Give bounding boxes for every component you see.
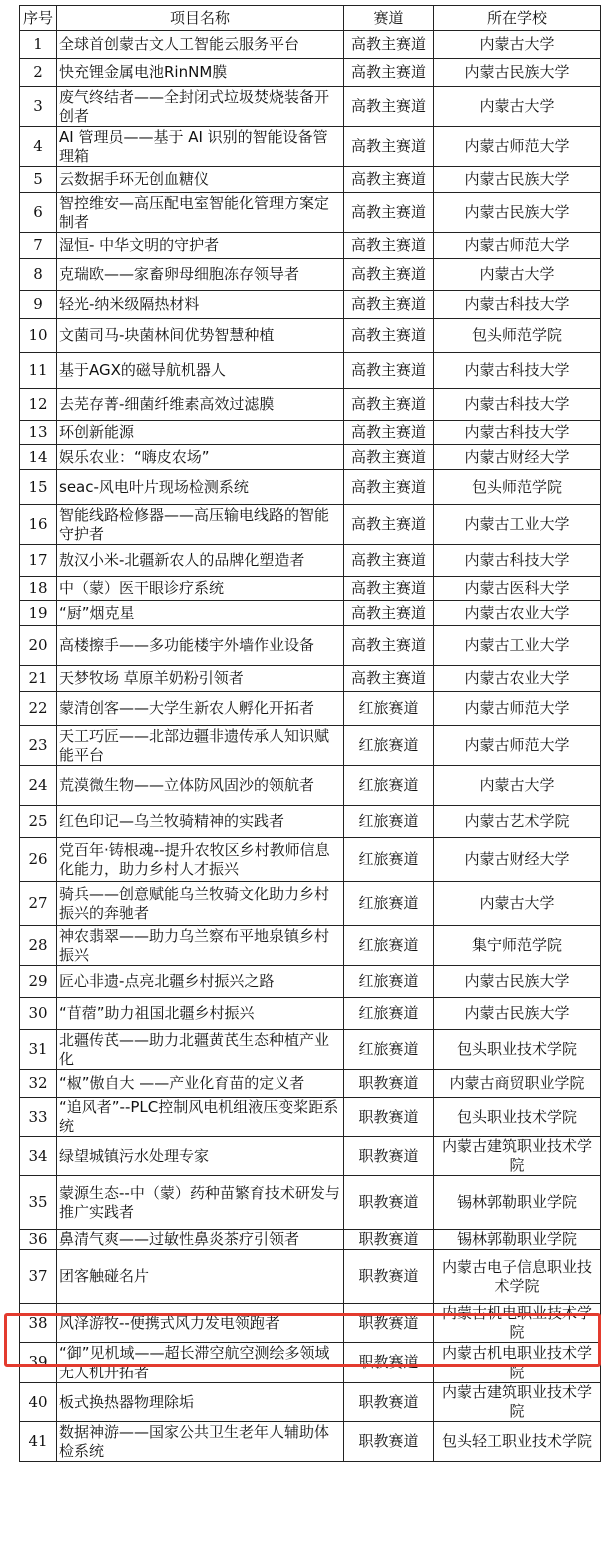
cell-school: 内蒙古师范大学 <box>434 233 601 259</box>
cell-school: 内蒙古农业大学 <box>434 666 601 692</box>
cell-track: 红旅赛道 <box>344 806 434 838</box>
cell-num: 35 <box>20 1176 57 1230</box>
cell-num: 14 <box>20 445 57 470</box>
cell-school: 内蒙古大学 <box>434 87 601 127</box>
cell-num: 23 <box>20 726 57 766</box>
cell-num: 22 <box>20 692 57 726</box>
cell-num: 25 <box>20 806 57 838</box>
table-row <box>20 692 601 726</box>
cell-track: 高教主赛道 <box>344 545 434 577</box>
cell-name: 板式换热器物理除垢 <box>57 1383 344 1422</box>
cell-track: 红旅赛道 <box>344 766 434 806</box>
cell-name: 团客触碰名片 <box>57 1250 344 1304</box>
cell-num: 38 <box>20 1304 57 1343</box>
cell-name: 敖汉小米-北疆新农人的品牌化塑造者 <box>57 545 344 577</box>
table-row <box>20 998 601 1030</box>
cell-school: 内蒙古财经大学 <box>434 838 601 882</box>
cell-school: 内蒙古师范大学 <box>434 692 601 726</box>
table-row <box>20 127 601 167</box>
cell-num: 41 <box>20 1422 57 1462</box>
cell-num: 17 <box>20 545 57 577</box>
cell-school: 内蒙古建筑职业技术学院 <box>434 1383 601 1422</box>
cell-track: 高教主赛道 <box>344 193 434 233</box>
cell-num: 29 <box>20 966 57 998</box>
cell-school: 包头职业技术学院 <box>434 1098 601 1137</box>
cell-school: 内蒙古科技大学 <box>434 353 601 389</box>
cell-track: 高教主赛道 <box>344 233 434 259</box>
cell-num: 26 <box>20 838 57 882</box>
cell-track: 职教赛道 <box>344 1098 434 1137</box>
cell-num: 9 <box>20 291 57 319</box>
cell-num: 1 <box>20 31 57 59</box>
cell-school: 内蒙古师范大学 <box>434 726 601 766</box>
cell-track: 高教主赛道 <box>344 167 434 193</box>
cell-track: 高教主赛道 <box>344 577 434 601</box>
cell-track: 红旅赛道 <box>344 998 434 1030</box>
cell-num: 37 <box>20 1250 57 1304</box>
header-track: 赛道 <box>344 6 434 31</box>
cell-track: 职教赛道 <box>344 1343 434 1383</box>
cell-num: 16 <box>20 505 57 545</box>
table-header-row <box>20 6 601 31</box>
table-row <box>20 577 601 601</box>
cell-name: 湿恒- 中华文明的守护者 <box>57 233 344 259</box>
cell-school: 内蒙古艺术学院 <box>434 806 601 838</box>
cell-num: 32 <box>20 1070 57 1098</box>
cell-name: 天梦牧场 草原羊奶粉引领者 <box>57 666 344 692</box>
project-table <box>19 5 601 1462</box>
table-row <box>20 1383 601 1422</box>
cell-school: 内蒙古工业大学 <box>434 505 601 545</box>
cell-name: 废气终结者——全封闭式垃圾焚烧装备开创者 <box>57 87 344 127</box>
cell-track: 红旅赛道 <box>344 726 434 766</box>
cell-school: 内蒙古机电职业技术学院 <box>434 1343 601 1383</box>
cell-name: 红色印记—乌兰牧骑精神的实践者 <box>57 806 344 838</box>
cell-num: 15 <box>20 470 57 505</box>
table-row <box>20 601 601 626</box>
cell-track: 职教赛道 <box>344 1422 434 1462</box>
cell-school: 内蒙古电子信息职业技术学院 <box>434 1250 601 1304</box>
table-row <box>20 259 601 291</box>
cell-name: 数据神游——国家公共卫生老年人辅助体检系统 <box>57 1422 344 1462</box>
cell-school: 包头职业技术学院 <box>434 1030 601 1070</box>
cell-name: 匠心非遗-点亮北疆乡村振兴之路 <box>57 966 344 998</box>
cell-track: 高教主赛道 <box>344 127 434 167</box>
cell-num: 7 <box>20 233 57 259</box>
table-row <box>20 167 601 193</box>
cell-name: seac-风电叶片现场检测系统 <box>57 470 344 505</box>
cell-track: 高教主赛道 <box>344 601 434 626</box>
cell-name: 云数据手环无创血糖仪 <box>57 167 344 193</box>
table-body <box>20 31 601 1462</box>
header-school: 所在学校 <box>434 6 601 31</box>
cell-num: 19 <box>20 601 57 626</box>
table-row <box>20 966 601 998</box>
cell-school: 内蒙古民族大学 <box>434 193 601 233</box>
cell-track: 高教主赛道 <box>344 389 434 421</box>
cell-name: 蒙清创客——大学生新农人孵化开拓者 <box>57 692 344 726</box>
cell-school: 包头轻工职业技术学院 <box>434 1422 601 1462</box>
table-row <box>20 1030 601 1070</box>
cell-num: 4 <box>20 127 57 167</box>
cell-name: “椒”傲自大 ——产业化育苗的定义者 <box>57 1070 344 1098</box>
cell-school: 内蒙古大学 <box>434 882 601 926</box>
cell-school: 内蒙古商贸职业学院 <box>434 1070 601 1098</box>
cell-track: 职教赛道 <box>344 1176 434 1230</box>
cell-school: 内蒙古医科大学 <box>434 577 601 601</box>
table-row <box>20 59 601 87</box>
table-row <box>20 421 601 445</box>
table-row <box>20 545 601 577</box>
cell-school: 内蒙古民族大学 <box>434 966 601 998</box>
cell-track: 高教主赛道 <box>344 353 434 389</box>
cell-num: 20 <box>20 626 57 666</box>
cell-school: 内蒙古建筑职业技术学院 <box>434 1137 601 1176</box>
cell-name: 荒漠微生物——立体防风固沙的领航者 <box>57 766 344 806</box>
cell-name: 骑兵——创意赋能乌兰牧骑文化助力乡村振兴的奔驰者 <box>57 882 344 926</box>
cell-name: “厨”烟克星 <box>57 601 344 626</box>
cell-track: 高教主赛道 <box>344 59 434 87</box>
cell-name: 克瑞欧——家畜卵母细胞冻存领导者 <box>57 259 344 291</box>
cell-track: 高教主赛道 <box>344 470 434 505</box>
table-row <box>20 626 601 666</box>
cell-num: 11 <box>20 353 57 389</box>
cell-track: 红旅赛道 <box>344 882 434 926</box>
cell-num: 18 <box>20 577 57 601</box>
cell-school: 内蒙古科技大学 <box>434 389 601 421</box>
cell-name: 党百年·铸根魂--提升农牧区乡村教师信息化能力，助力乡村人才振兴 <box>57 838 344 882</box>
cell-track: 高教主赛道 <box>344 259 434 291</box>
cell-name: 基于AGX的磁导航机器人 <box>57 353 344 389</box>
cell-name: 文菌司马-块菌林间优势智慧种植 <box>57 319 344 353</box>
table-row <box>20 1098 601 1137</box>
cell-track: 红旅赛道 <box>344 966 434 998</box>
cell-name: 轻光-纳米级隔热材料 <box>57 291 344 319</box>
cell-track: 高教主赛道 <box>344 291 434 319</box>
cell-track: 高教主赛道 <box>344 31 434 59</box>
cell-name: 蒙源生态--中（蒙）药种苗繁育技术研发与推广实践者 <box>57 1176 344 1230</box>
cell-num: 8 <box>20 259 57 291</box>
cell-name: 去芜存菁-细菌纤维素高效过滤膜 <box>57 389 344 421</box>
cell-school: 包头师范学院 <box>434 470 601 505</box>
cell-name: 神农翡翠——助力乌兰察布平地泉镇乡村振兴 <box>57 926 344 966</box>
table-row <box>20 505 601 545</box>
cell-num: 34 <box>20 1137 57 1176</box>
cell-track: 高教主赛道 <box>344 421 434 445</box>
cell-track: 职教赛道 <box>344 1230 434 1250</box>
cell-track: 职教赛道 <box>344 1383 434 1422</box>
cell-num: 24 <box>20 766 57 806</box>
table-row <box>20 1422 601 1462</box>
cell-num: 36 <box>20 1230 57 1250</box>
cell-track: 高教主赛道 <box>344 666 434 692</box>
cell-track: 高教主赛道 <box>344 445 434 470</box>
cell-name: 高楼擦手——多功能楼宇外墙作业设备 <box>57 626 344 666</box>
cell-school: 内蒙古财经大学 <box>434 445 601 470</box>
table-row <box>20 233 601 259</box>
cell-track: 红旅赛道 <box>344 838 434 882</box>
cell-track: 红旅赛道 <box>344 692 434 726</box>
cell-school: 内蒙古科技大学 <box>434 291 601 319</box>
cell-name: 绿望城镇污水处理专家 <box>57 1137 344 1176</box>
header-name: 项目名称 <box>57 6 344 31</box>
table-row <box>20 445 601 470</box>
cell-track: 职教赛道 <box>344 1070 434 1098</box>
table-row <box>20 926 601 966</box>
cell-school: 内蒙古大学 <box>434 766 601 806</box>
cell-name: “追风者”--PLC控制风电机组液压变桨距系统 <box>57 1098 344 1137</box>
cell-track: 高教主赛道 <box>344 505 434 545</box>
cell-name: 全球首创蒙古文人工智能云服务平台 <box>57 31 344 59</box>
cell-num: 28 <box>20 926 57 966</box>
cell-name: 智控维安—高压配电室智能化管理方案定制者 <box>57 193 344 233</box>
cell-num: 6 <box>20 193 57 233</box>
cell-name: “御”见机域——超长滞空航空测绘多领域无人机开拓者 <box>57 1343 344 1383</box>
cell-school: 内蒙古民族大学 <box>434 998 601 1030</box>
cell-track: 红旅赛道 <box>344 1030 434 1070</box>
cell-name: 风泽游牧--便携式风力发电领跑者 <box>57 1304 344 1343</box>
cell-name: 快充锂金属电池RinNM膜 <box>57 59 344 87</box>
cell-school: 包头师范学院 <box>434 319 601 353</box>
cell-school: 内蒙古农业大学 <box>434 601 601 626</box>
cell-num: 33 <box>20 1098 57 1137</box>
table-row <box>20 87 601 127</box>
table-row <box>20 291 601 319</box>
table-row <box>20 726 601 766</box>
table-row <box>20 806 601 838</box>
cell-track: 红旅赛道 <box>344 926 434 966</box>
cell-track: 高教主赛道 <box>344 319 434 353</box>
table-row <box>20 389 601 421</box>
cell-name: 北疆传芪——助力北疆黄芪生态种植产业化 <box>57 1030 344 1070</box>
table-row <box>20 193 601 233</box>
cell-num: 10 <box>20 319 57 353</box>
cell-school: 内蒙古科技大学 <box>434 421 601 445</box>
cell-school: 内蒙古民族大学 <box>434 167 601 193</box>
cell-name: 中（蒙）医干眼诊疗系统 <box>57 577 344 601</box>
cell-name: 天工巧匠——北部边疆非遗传承人知识赋能平台 <box>57 726 344 766</box>
cell-num: 2 <box>20 59 57 87</box>
cell-track: 职教赛道 <box>344 1250 434 1304</box>
cell-school: 内蒙古民族大学 <box>434 59 601 87</box>
table-row <box>20 353 601 389</box>
table-row <box>20 1230 601 1250</box>
cell-school: 内蒙古工业大学 <box>434 626 601 666</box>
table-row <box>20 319 601 353</box>
highlight-box <box>4 1313 601 1367</box>
table-row <box>20 31 601 59</box>
cell-name: 鼻清气爽——过敏性鼻炎茶疗引领者 <box>57 1230 344 1250</box>
header-num: 序号 <box>20 6 57 31</box>
cell-num: 40 <box>20 1383 57 1422</box>
cell-school: 集宁师范学院 <box>434 926 601 966</box>
cell-name: 智能线路检修器——高压输电线路的智能守护者 <box>57 505 344 545</box>
cell-num: 5 <box>20 167 57 193</box>
cell-school: 内蒙古大学 <box>434 31 601 59</box>
cell-school: 内蒙古师范大学 <box>434 127 601 167</box>
cell-track: 高教主赛道 <box>344 87 434 127</box>
cell-num: 27 <box>20 882 57 926</box>
table-row <box>20 766 601 806</box>
cell-track: 职教赛道 <box>344 1137 434 1176</box>
cell-name: “苜蓿”助力祖国北疆乡村振兴 <box>57 998 344 1030</box>
table-row <box>20 470 601 505</box>
cell-num: 31 <box>20 1030 57 1070</box>
cell-num: 21 <box>20 666 57 692</box>
cell-num: 39 <box>20 1343 57 1383</box>
table-row <box>20 838 601 882</box>
cell-name: 娱乐农业：“嗨皮农场” <box>57 445 344 470</box>
cell-num: 3 <box>20 87 57 127</box>
cell-school: 内蒙古大学 <box>434 259 601 291</box>
cell-school: 内蒙古科技大学 <box>434 545 601 577</box>
cell-track: 高教主赛道 <box>344 626 434 666</box>
cell-school: 锡林郭勒职业学院 <box>434 1230 601 1250</box>
table-row <box>20 1176 601 1230</box>
cell-num: 12 <box>20 389 57 421</box>
cell-name: 环创新能源 <box>57 421 344 445</box>
table-row <box>20 882 601 926</box>
cell-num: 30 <box>20 998 57 1030</box>
cell-school: 锡林郭勒职业学院 <box>434 1176 601 1230</box>
table-row <box>20 666 601 692</box>
cell-track: 职教赛道 <box>344 1304 434 1343</box>
table-row <box>20 1250 601 1304</box>
cell-school: 内蒙古机电职业技术学院 <box>434 1304 601 1343</box>
table-row <box>20 1137 601 1176</box>
table-row <box>20 1070 601 1098</box>
cell-num: 13 <box>20 421 57 445</box>
cell-name: AI 管理员——基于 AI 识别的智能设备管理箱 <box>57 127 344 167</box>
